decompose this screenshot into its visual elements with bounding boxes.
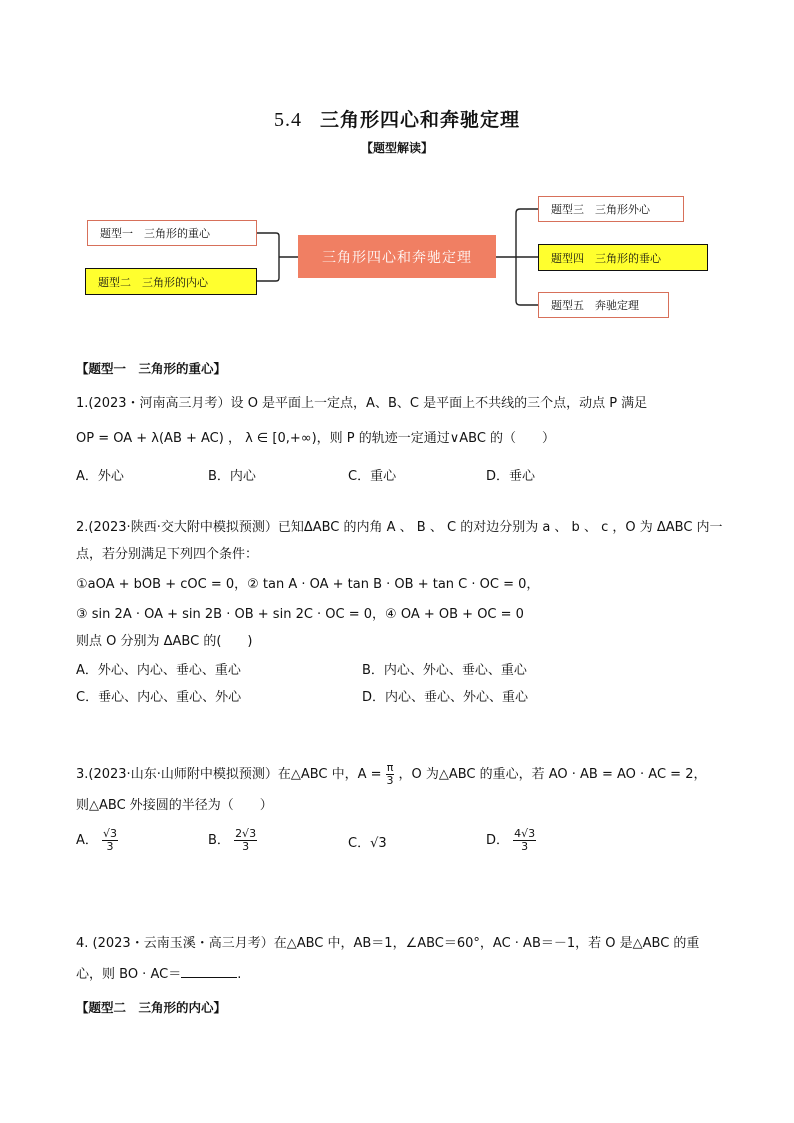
q3-b-num: 2√3 (235, 827, 257, 840)
q3-angle-fraction (386, 762, 395, 787)
q3-option-b-fraction (234, 828, 257, 853)
q3-option-a (76, 828, 118, 853)
q3-option-c (348, 836, 387, 852)
q2-stem-line3: 则点 O 分别为 ΔABC 的( ) (76, 634, 253, 649)
q3-b-den: 3 (242, 840, 250, 853)
q1-option-d: D．垂心 (486, 469, 536, 484)
q1-option-c: C．重心 (348, 469, 397, 484)
mindmap-node-type3: 题型三 三角形外心 (538, 196, 684, 222)
mindmap-node-type4: 题型四 三角形的垂心 (538, 244, 708, 271)
q1-option-a: A．外心 (76, 469, 124, 484)
q3-a-den: 3 (106, 840, 114, 853)
q2-stem-line2: 点，若分别满足下列四个条件： (76, 547, 259, 562)
q3-frac-num: π (386, 761, 394, 774)
q2-option-c: C．垂心、内心、重心、外心 (76, 690, 242, 705)
q3-option-c-value: √3 (370, 836, 387, 851)
q4-answer-blank (181, 977, 237, 978)
q2-option-d: D．内心、垂心、外心、重心 (362, 690, 529, 705)
q3-option-d-label: D． (486, 833, 510, 848)
q3-stem-line2: 则△ABC 外接圆的半径为（ ） (76, 798, 273, 813)
q4-stem-text: 心，则 BO · AC＝ (76, 967, 182, 982)
section-heading-1: 【题型一 三角形的重心】 (76, 361, 227, 376)
mindmap-node-type1: 题型一 三角形的重心 (87, 220, 257, 246)
q3-frac-den: 3 (386, 774, 394, 787)
q4-stem-end: . (237, 967, 242, 982)
q4-stem-line2 (76, 967, 241, 983)
q3-d-num: 4√3 (514, 827, 536, 840)
q1-option-b: B．内心 (208, 469, 256, 484)
q3-option-d (486, 828, 536, 853)
q3-option-b (208, 828, 257, 853)
q1-stem-line1: 1.(2023・河南高三月考）设 O 是平面上一定点，A、B、C 是平面上不共线的三个点，动点 P 满足 (76, 396, 648, 411)
q3-d-den: 3 (521, 840, 529, 853)
q2-option-b: B．内心、外心、垂心、重心 (362, 663, 527, 678)
q2-stem-line1: 2.(2023·陕西·交大附中模拟预测）已知ΔABC 的内角 A 、 B 、 C 的对边分别为 a 、 b 、 c ，O 为 ΔABC 内一 (76, 520, 723, 535)
mindmap-node-type5: 题型五 奔驰定理 (538, 292, 669, 318)
q3-option-c-label: C． (348, 836, 371, 851)
page-subtitle: 【题型解读】 (360, 141, 433, 155)
section-number: 5.4 (273, 109, 302, 131)
mindmap-node-type2: 题型二 三角形的内心 (85, 268, 257, 295)
q3-stem-line1 (76, 762, 706, 787)
q3-stem-part2: ，O 为△ABC 的重心，若 AO · AB = AO · AC = 2， (398, 767, 707, 782)
q3-a-num: √3 (103, 827, 118, 840)
q3-option-d-fraction (513, 828, 536, 853)
q2-condition-line1: ①aOA + bOB + cOC = 0，② tan A · OA + tan B · OB + tan C · OC = 0， (76, 577, 540, 592)
mindmap-center-node: 三角形四心和奔驰定理 (298, 235, 496, 278)
title-text: 三角形四心和奔驰定理 (319, 109, 520, 131)
q3-stem-part1: 3.(2023·山东·山师附中模拟预测）在△ABC 中，A = (76, 767, 382, 782)
q2-option-a: A．外心、内心、垂心、重心 (76, 663, 241, 678)
section-heading-2: 【题型二 三角形的内心】 (76, 1000, 227, 1015)
q2-condition-line2: ③ sin 2A · OA + sin 2B · OB + sin 2C · OC = 0，④ OA + OB + OC = 0 (76, 607, 524, 622)
q3-option-a-label: A． (76, 833, 98, 848)
q1-stem-line2: OP = OA + λ(AB + AC) ， λ ∈ [0,+∞)，则 P 的轨迹一定通过∨ABC 的（ ） (76, 431, 556, 446)
q4-stem-line1: 4. (2023・云南玉溪・高三月考）在△ABC 中，AB＝1，∠ABC＝60°，AC · AB＝－1，若 O 是△ABC 的重 (76, 936, 700, 951)
q3-option-b-label: B． (208, 833, 230, 848)
q3-option-a-fraction (102, 828, 118, 853)
